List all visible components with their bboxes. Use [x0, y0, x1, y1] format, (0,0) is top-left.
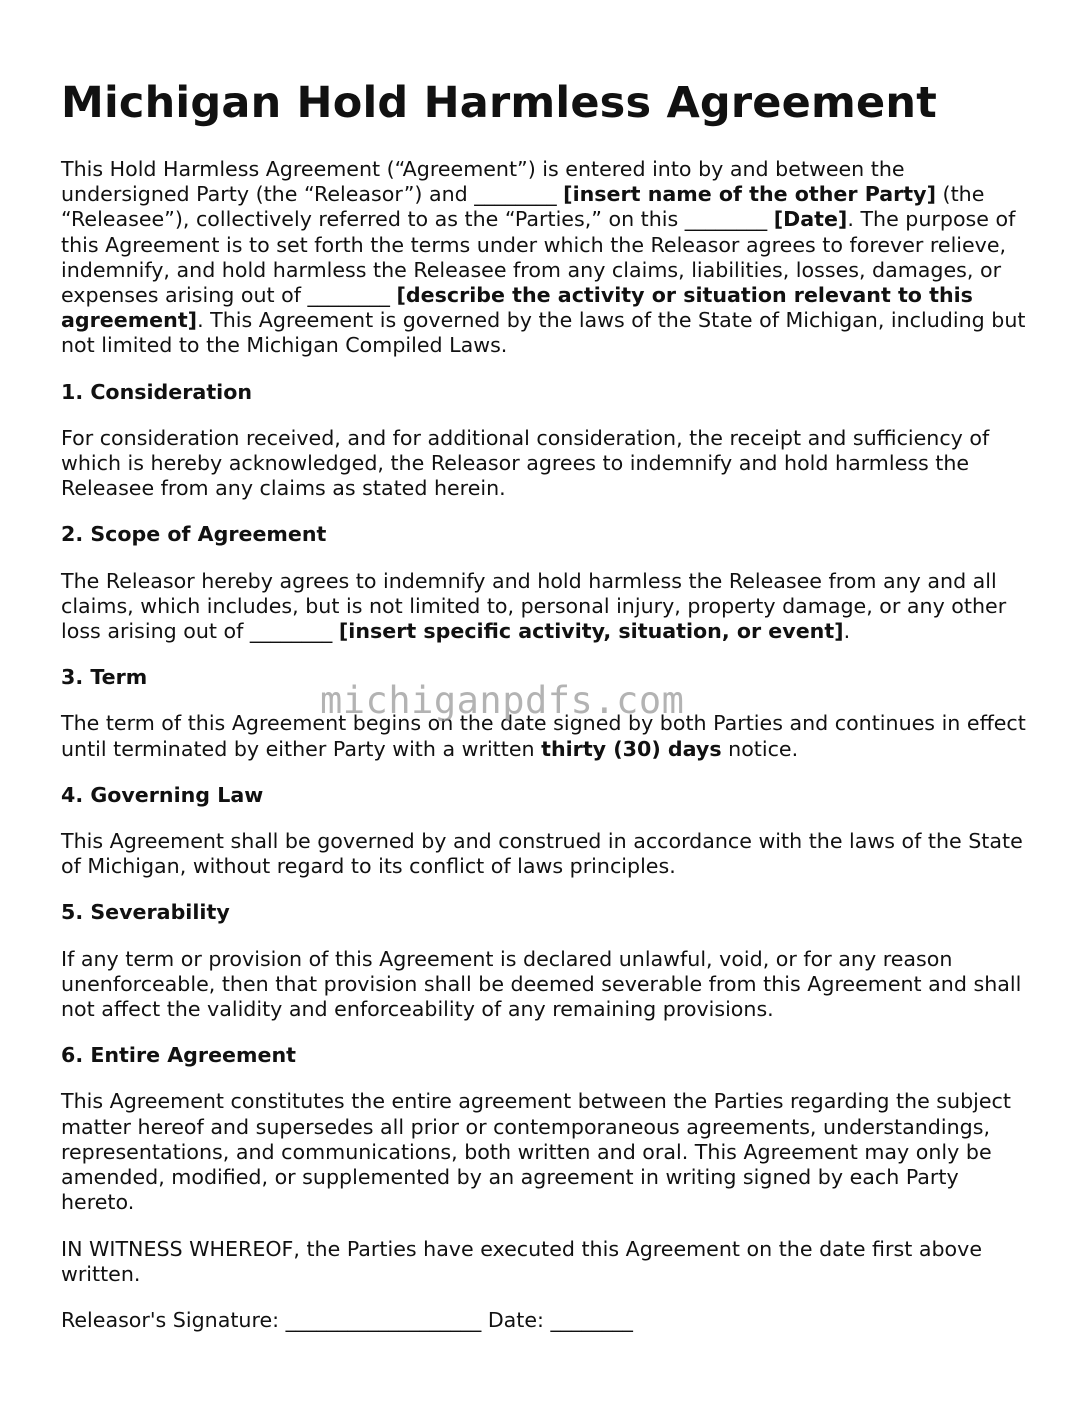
section-heading-consideration: 1. Consideration	[61, 379, 253, 404]
intro-text-1: This Hold Harmless Agreement (“Agreement”) is entered into by and between the undersigned Party (the “Releasor”) and ________	[61, 157, 905, 207]
section-body-governing-law: This Agreement shall be governed by and construed in accordance with the laws of the State of Michigan, without regard to its conflict of laws principles.	[61, 829, 1023, 879]
intro-paragraph	[61, 157, 1036, 359]
witness-statement: IN WITNESS WHEREOF, the Parties have executed this Agreement on the date first above written.	[61, 1236, 982, 1286]
scope-text-1: The Releasor hereby agrees to indemnify and hold harmless the Releasee from any and all claims, which includes, but is not limited to, personal injury, property damage, or any other loss arising out of ________	[61, 568, 1007, 644]
section-body-scope	[61, 569, 1036, 645]
section-heading-scope: 2. Scope of Agreement	[61, 522, 327, 547]
intro-placeholder-activity: [describe the activity or situation relevant to this agreement]	[61, 283, 973, 333]
signature-line: Releasor's Signature: ___________________ Date: ________	[61, 1307, 633, 1332]
intro-placeholder-other-party: [insert name of the other Party]	[563, 182, 936, 207]
scope-placeholder-activity: [insert specific activity, situation, or event]	[338, 619, 844, 644]
section-heading-entire-agreement: 6. Entire Agreement	[61, 1043, 296, 1068]
document-page	[61, 78, 1036, 1354]
section-body-severability: If any term or provision of this Agreement is declared unlawful, void, or for any reason unenforceable, then that provision shall be deemed severable from this Agreement and shall not affect the validity and enforceability of any remaining provisions.	[61, 946, 1022, 1022]
scope-text-2: .	[843, 619, 851, 644]
intro-text-4: . This Agreement is governed by the laws of the State of Michigan, including but not limited to the Michigan Compiled Laws.	[61, 308, 1026, 358]
term-text-2: notice.	[721, 736, 799, 761]
section-heading-severability: 5. Severability	[61, 900, 230, 925]
section-body-entire-agreement: This Agreement constitutes the entire agreement between the Parties regarding the subject matter hereof and supersedes all prior or contemporaneous agreements, understandings, representations, and communications, both written and oral. This Agreement may only be amended, modified, or supplemented by an agreement in writing signed by each Party hereto.	[61, 1089, 1011, 1215]
term-text-1: The term of this Agreement begins on the date signed by both Parties and continues in effect until terminated by either Party with a written	[61, 711, 1026, 761]
intro-text-2: (the “Releasee”), collectively referred to as the “Parties,” on this ________	[61, 182, 985, 232]
section-heading-term: 3. Term	[61, 665, 148, 690]
section-body-term	[61, 711, 1036, 761]
document-title: Michigan Hold Harmless Agreement	[61, 78, 937, 128]
section-heading-governing-law: 4. Governing Law	[61, 782, 264, 807]
intro-text-3: . The purpose of this Agreement is to set forth the terms under which the Releasor agrees to forever relieve, indemnify, and hold harmless the Releasee from any claims, liabilities, losses, damages, or expenses arising out of ________	[61, 207, 1016, 308]
term-notice-period: thirty (30) days	[541, 736, 722, 761]
intro-placeholder-date: [Date]	[773, 207, 848, 232]
watermark: michiganpdfs.com	[320, 679, 685, 722]
section-body-consideration: For consideration received, and for additional consideration, the receipt and sufficiency of which is hereby acknowledged, the Releasor agrees to indemnify and hold harmless the Releasee from any claims as stated herein.	[61, 425, 990, 501]
